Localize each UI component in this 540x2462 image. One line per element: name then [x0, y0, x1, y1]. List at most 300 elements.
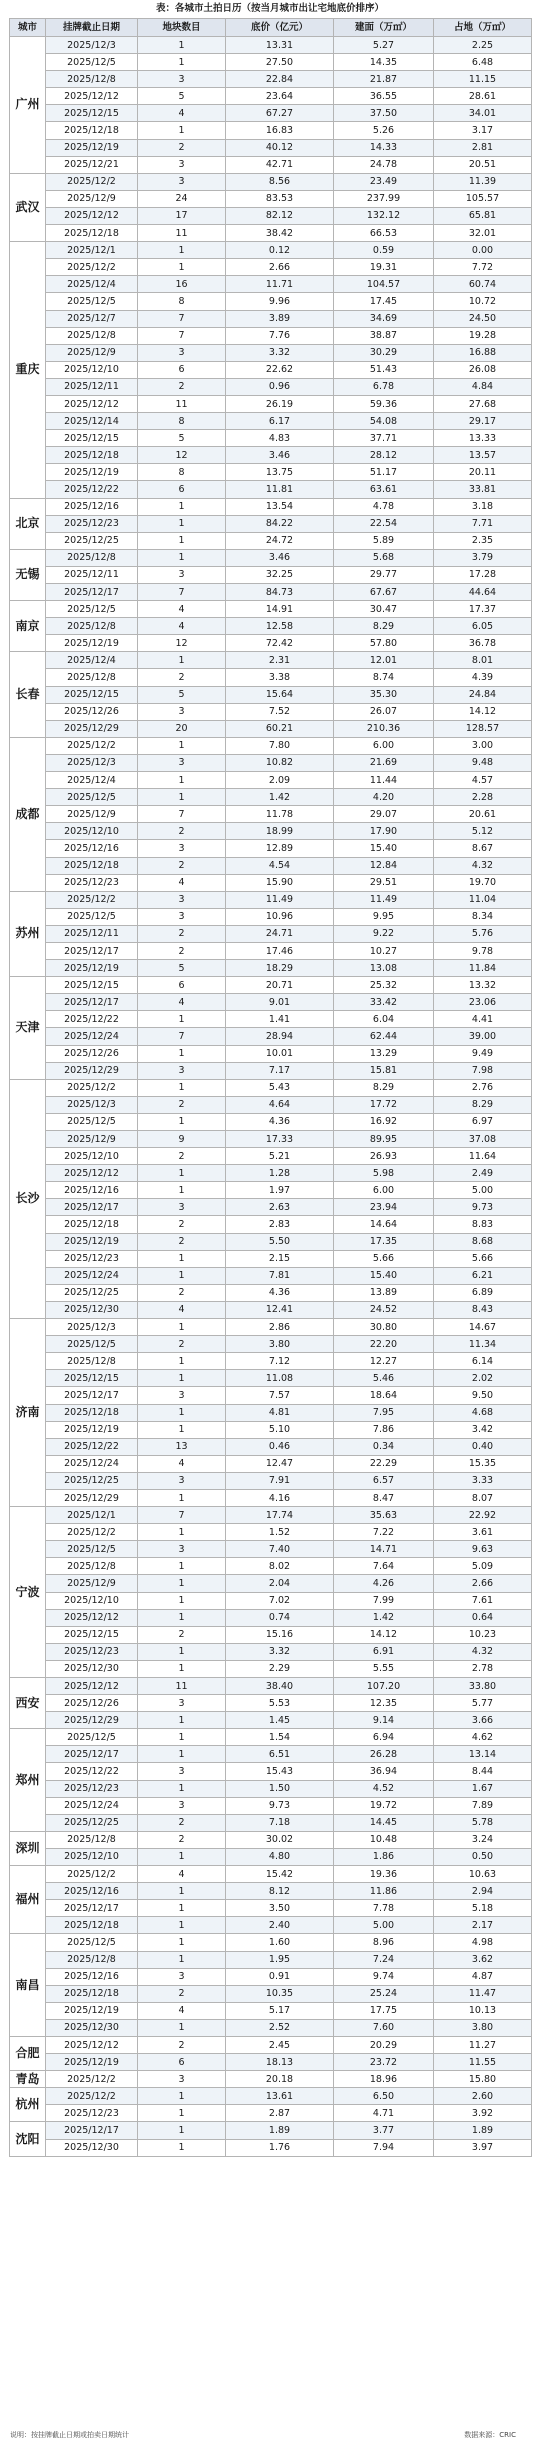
table-row: [10, 242, 532, 259]
cell-floor-area: 23.72: [334, 2054, 434, 2071]
cell-base-price: 18.29: [226, 960, 334, 977]
table-row: [10, 1763, 532, 1780]
cell-plot-count: 1: [138, 1592, 226, 1609]
cell-base-price: 20.18: [226, 2071, 334, 2088]
cell-floor-area: 22.54: [334, 515, 434, 532]
cell-base-price: 84.22: [226, 515, 334, 532]
cell-land-area: 14.67: [434, 1319, 532, 1336]
cell-base-price: 8.02: [226, 1558, 334, 1575]
cell-plot-count: 9: [138, 1131, 226, 1148]
cell-floor-area: 15.40: [334, 840, 434, 857]
table-row: [10, 703, 532, 720]
cell-floor-area: 22.29: [334, 1455, 434, 1472]
cell-plot-count: 1: [138, 1558, 226, 1575]
cell-date: 2025/12/8: [46, 618, 138, 635]
cell-land-area: 44.64: [434, 584, 532, 601]
cell-base-price: 2.09: [226, 772, 334, 789]
table-row: [10, 584, 532, 601]
cell-date: 2025/12/23: [46, 1780, 138, 1797]
table-row: [10, 2139, 532, 2156]
cell-floor-area: 8.96: [334, 1934, 434, 1951]
cell-floor-area: 19.31: [334, 259, 434, 276]
table-row: [10, 498, 532, 515]
cell-floor-area: 17.35: [334, 1233, 434, 1250]
cell-floor-area: 30.47: [334, 601, 434, 618]
cell-land-area: 4.41: [434, 1011, 532, 1028]
cell-date: 2025/12/23: [46, 2105, 138, 2122]
cell-plot-count: 8: [138, 413, 226, 430]
cell-plot-count: 3: [138, 908, 226, 925]
cell-floor-area: 14.33: [334, 139, 434, 156]
cell-plot-count: 6: [138, 977, 226, 994]
cell-base-price: 13.54: [226, 498, 334, 515]
table-row: [10, 1780, 532, 1797]
cell-base-price: 1.50: [226, 1780, 334, 1797]
cell-date: 2025/12/3: [46, 1096, 138, 1113]
cell-land-area: 39.00: [434, 1028, 532, 1045]
cell-plot-count: 3: [138, 173, 226, 190]
cell-land-area: 4.57: [434, 772, 532, 789]
city-cell: 广州: [10, 37, 46, 174]
cell-date: 2025/12/8: [46, 669, 138, 686]
cell-plot-count: 20: [138, 720, 226, 737]
cell-land-area: 22.92: [434, 1507, 532, 1524]
cell-date: 2025/12/2: [46, 2088, 138, 2105]
cell-date: 2025/12/1: [46, 242, 138, 259]
cell-base-price: 1.89: [226, 2122, 334, 2139]
cell-plot-count: 2: [138, 823, 226, 840]
table-row: [10, 2122, 532, 2139]
cell-date: 2025/12/19: [46, 464, 138, 481]
cell-plot-count: 7: [138, 1028, 226, 1045]
city-cell: 武汉: [10, 173, 46, 241]
cell-floor-area: 29.51: [334, 874, 434, 891]
table-row: [10, 2105, 532, 2122]
cell-plot-count: 1: [138, 1489, 226, 1506]
cell-floor-area: 38.87: [334, 327, 434, 344]
table-row: [10, 1011, 532, 1028]
city-cell: 成都: [10, 737, 46, 891]
cell-date: 2025/12/22: [46, 1763, 138, 1780]
cell-base-price: 11.49: [226, 891, 334, 908]
cell-plot-count: 3: [138, 1968, 226, 1985]
col-header-date: 挂牌截止日期: [46, 19, 138, 37]
cell-plot-count: 13: [138, 1438, 226, 1455]
cell-date: 2025/12/2: [46, 1866, 138, 1883]
cell-date: 2025/12/25: [46, 1284, 138, 1301]
cell-land-area: 4.62: [434, 1729, 532, 1746]
cell-date: 2025/12/5: [46, 293, 138, 310]
cell-plot-count: 1: [138, 2122, 226, 2139]
cell-date: 2025/12/5: [46, 1934, 138, 1951]
cell-land-area: 11.47: [434, 1985, 532, 2002]
col-header-city: 城市: [10, 19, 46, 37]
cell-plot-count: 1: [138, 1524, 226, 1541]
cell-floor-area: 5.26: [334, 122, 434, 139]
cell-date: 2025/12/19: [46, 960, 138, 977]
cell-date: 2025/12/21: [46, 156, 138, 173]
cell-floor-area: 237.99: [334, 190, 434, 207]
cell-plot-count: 3: [138, 703, 226, 720]
cell-base-price: 15.64: [226, 686, 334, 703]
cell-land-area: 5.77: [434, 1695, 532, 1712]
cell-date: 2025/12/17: [46, 2122, 138, 2139]
cell-base-price: 5.43: [226, 1079, 334, 1096]
cell-plot-count: 1: [138, 1113, 226, 1130]
table-row: [10, 464, 532, 481]
cell-base-price: 18.13: [226, 2054, 334, 2071]
table-row: [10, 481, 532, 498]
cell-floor-area: 30.80: [334, 1319, 434, 1336]
cell-floor-area: 14.45: [334, 1814, 434, 1831]
cell-floor-area: 5.27: [334, 37, 434, 54]
cell-base-price: 18.99: [226, 823, 334, 840]
cell-base-price: 83.53: [226, 190, 334, 207]
table-row: [10, 1438, 532, 1455]
cell-base-price: 13.75: [226, 464, 334, 481]
cell-land-area: 2.28: [434, 789, 532, 806]
cell-date: 2025/12/10: [46, 1848, 138, 1865]
cell-date: 2025/12/8: [46, 549, 138, 566]
table-row: [10, 1695, 532, 1712]
cell-floor-area: 9.22: [334, 925, 434, 942]
cell-base-price: 15.42: [226, 1866, 334, 1883]
cell-land-area: 2.94: [434, 1883, 532, 1900]
cell-land-area: 8.34: [434, 908, 532, 925]
cell-floor-area: 14.12: [334, 1626, 434, 1643]
cell-floor-area: 12.84: [334, 857, 434, 874]
cell-land-area: 60.74: [434, 276, 532, 293]
cell-base-price: 9.96: [226, 293, 334, 310]
cell-land-area: 6.48: [434, 54, 532, 71]
cell-plot-count: 1: [138, 1421, 226, 1438]
cell-date: 2025/12/22: [46, 1438, 138, 1455]
cell-land-area: 3.62: [434, 1951, 532, 1968]
cell-floor-area: 25.24: [334, 1985, 434, 2002]
table-row: [10, 173, 532, 190]
cell-plot-count: 1: [138, 122, 226, 139]
table-row: [10, 891, 532, 908]
cell-land-area: 0.50: [434, 1848, 532, 1865]
table-row: [10, 601, 532, 618]
cell-floor-area: 23.94: [334, 1199, 434, 1216]
cell-base-price: 3.32: [226, 1643, 334, 1660]
cell-land-area: 8.44: [434, 1763, 532, 1780]
cell-plot-count: 4: [138, 2002, 226, 2019]
table-row: [10, 1883, 532, 1900]
cell-land-area: 4.68: [434, 1404, 532, 1421]
table-row: [10, 1814, 532, 1831]
table-row: [10, 686, 532, 703]
cell-plot-count: 1: [138, 549, 226, 566]
table-row: [10, 1216, 532, 1233]
cell-date: 2025/12/17: [46, 1900, 138, 1917]
cell-base-price: 7.18: [226, 1814, 334, 1831]
table-row: [10, 1250, 532, 1267]
cell-plot-count: 1: [138, 1660, 226, 1677]
cell-plot-count: 5: [138, 960, 226, 977]
cell-plot-count: 3: [138, 1387, 226, 1404]
cell-land-area: 13.14: [434, 1746, 532, 1763]
cell-floor-area: 59.36: [334, 395, 434, 412]
table-row: [10, 2088, 532, 2105]
table-row: [10, 2054, 532, 2071]
cell-base-price: 5.17: [226, 2002, 334, 2019]
cell-land-area: 15.35: [434, 1455, 532, 1472]
cell-plot-count: 1: [138, 2088, 226, 2105]
cell-date: 2025/12/26: [46, 1045, 138, 1062]
cell-plot-count: 1: [138, 1165, 226, 1182]
table-row: [10, 1319, 532, 1336]
cell-floor-area: 89.95: [334, 1131, 434, 1148]
city-cell: 长沙: [10, 1079, 46, 1318]
table-row: [10, 1455, 532, 1472]
cell-land-area: 3.66: [434, 1712, 532, 1729]
cell-land-area: 3.33: [434, 1472, 532, 1489]
table-row: [10, 1643, 532, 1660]
cell-land-area: 8.43: [434, 1301, 532, 1318]
cell-base-price: 0.91: [226, 1968, 334, 1985]
city-cell: 济南: [10, 1319, 46, 1507]
table-row: [10, 190, 532, 207]
cell-floor-area: 14.64: [334, 1216, 434, 1233]
table-row: [10, 618, 532, 635]
cell-base-price: 1.54: [226, 1729, 334, 1746]
cell-land-area: 23.06: [434, 994, 532, 1011]
cell-floor-area: 6.91: [334, 1643, 434, 1660]
city-cell: 天津: [10, 977, 46, 1080]
cell-plot-count: 2: [138, 1814, 226, 1831]
cell-plot-count: 1: [138, 1079, 226, 1096]
table-row: [10, 1660, 532, 1677]
cell-floor-area: 15.81: [334, 1062, 434, 1079]
cell-date: 2025/12/24: [46, 1028, 138, 1045]
table-row: [10, 994, 532, 1011]
cell-base-price: 11.78: [226, 806, 334, 823]
cell-floor-area: 5.00: [334, 1917, 434, 1934]
cell-land-area: 6.05: [434, 618, 532, 635]
cell-floor-area: 5.68: [334, 549, 434, 566]
cell-plot-count: 6: [138, 361, 226, 378]
cell-land-area: 2.49: [434, 1165, 532, 1182]
cell-floor-area: 19.36: [334, 1866, 434, 1883]
cell-base-price: 7.02: [226, 1592, 334, 1609]
cell-floor-area: 12.27: [334, 1353, 434, 1370]
cell-land-area: 3.17: [434, 122, 532, 139]
cell-floor-area: 13.08: [334, 960, 434, 977]
cell-land-area: 32.01: [434, 225, 532, 242]
cell-floor-area: 6.00: [334, 1182, 434, 1199]
cell-floor-area: 9.95: [334, 908, 434, 925]
cell-plot-count: 5: [138, 686, 226, 703]
cell-floor-area: 67.67: [334, 584, 434, 601]
cell-base-price: 20.71: [226, 977, 334, 994]
table-row: [10, 1062, 532, 1079]
cell-plot-count: 4: [138, 1455, 226, 1472]
cell-land-area: 11.39: [434, 173, 532, 190]
cell-base-price: 1.76: [226, 2139, 334, 2156]
table-row: [10, 1353, 532, 1370]
cell-floor-area: 57.80: [334, 635, 434, 652]
cell-land-area: 4.32: [434, 1643, 532, 1660]
city-cell: 南京: [10, 601, 46, 652]
cell-base-price: 15.16: [226, 1626, 334, 1643]
cell-land-area: 2.35: [434, 532, 532, 549]
cell-floor-area: 9.14: [334, 1712, 434, 1729]
table-row: [10, 1096, 532, 1113]
table-row: [10, 925, 532, 942]
cell-land-area: 6.89: [434, 1284, 532, 1301]
table-row: [10, 1968, 532, 1985]
cell-base-price: 3.80: [226, 1336, 334, 1353]
cell-base-price: 3.50: [226, 1900, 334, 1917]
table-row: [10, 1831, 532, 1848]
cell-land-area: 3.61: [434, 1524, 532, 1541]
cell-plot-count: 16: [138, 276, 226, 293]
cell-floor-area: 24.78: [334, 156, 434, 173]
cell-land-area: 1.89: [434, 2122, 532, 2139]
cell-date: 2025/12/12: [46, 2036, 138, 2053]
cell-base-price: 1.95: [226, 1951, 334, 1968]
table-row: [10, 1079, 532, 1096]
col-header-plots: 地块数目: [138, 19, 226, 37]
cell-land-area: 8.29: [434, 1096, 532, 1113]
cell-date: 2025/12/3: [46, 754, 138, 771]
table-row: [10, 720, 532, 737]
cell-date: 2025/12/9: [46, 1131, 138, 1148]
cell-floor-area: 4.20: [334, 789, 434, 806]
cell-floor-area: 15.40: [334, 1267, 434, 1284]
cell-base-price: 38.40: [226, 1678, 334, 1695]
cell-floor-area: 26.07: [334, 703, 434, 720]
cell-floor-area: 23.49: [334, 173, 434, 190]
cell-land-area: 6.14: [434, 1353, 532, 1370]
cell-base-price: 6.51: [226, 1746, 334, 1763]
cell-floor-area: 4.52: [334, 1780, 434, 1797]
cell-plot-count: 2: [138, 669, 226, 686]
cell-plot-count: 1: [138, 1951, 226, 1968]
cell-land-area: 9.78: [434, 942, 532, 959]
cell-plot-count: 1: [138, 1370, 226, 1387]
cell-floor-area: 210.36: [334, 720, 434, 737]
cell-date: 2025/12/9: [46, 806, 138, 823]
cell-base-price: 13.31: [226, 37, 334, 54]
table-row: [10, 1541, 532, 1558]
cell-base-price: 3.46: [226, 447, 334, 464]
cell-floor-area: 11.86: [334, 1883, 434, 1900]
cell-plot-count: 3: [138, 566, 226, 583]
cell-land-area: 24.50: [434, 310, 532, 327]
cell-floor-area: 14.71: [334, 1541, 434, 1558]
table-row: [10, 1712, 532, 1729]
cell-plot-count: 1: [138, 1883, 226, 1900]
table-row: [10, 566, 532, 583]
cell-floor-area: 5.55: [334, 1660, 434, 1677]
cell-base-price: 2.31: [226, 652, 334, 669]
cell-date: 2025/12/5: [46, 1541, 138, 1558]
cell-date: 2025/12/5: [46, 601, 138, 618]
cell-date: 2025/12/5: [46, 1113, 138, 1130]
cell-base-price: 1.28: [226, 1165, 334, 1182]
table-row: [10, 1370, 532, 1387]
cell-date: 2025/12/17: [46, 584, 138, 601]
cell-floor-area: 36.94: [334, 1763, 434, 1780]
cell-floor-area: 7.95: [334, 1404, 434, 1421]
cell-land-area: 10.23: [434, 1626, 532, 1643]
cell-land-area: 3.79: [434, 549, 532, 566]
cell-plot-count: 1: [138, 37, 226, 54]
cell-floor-area: 36.55: [334, 88, 434, 105]
table-row: [10, 1524, 532, 1541]
cell-floor-area: 6.78: [334, 378, 434, 395]
cell-base-price: 9.73: [226, 1797, 334, 1814]
cell-plot-count: 2: [138, 942, 226, 959]
cell-floor-area: 34.69: [334, 310, 434, 327]
cell-base-price: 0.96: [226, 378, 334, 395]
footer-source: 数据来源：CRIC: [464, 2431, 516, 2439]
cell-date: 2025/12/2: [46, 1079, 138, 1096]
cell-floor-area: 5.98: [334, 1165, 434, 1182]
cell-floor-area: 8.29: [334, 1079, 434, 1096]
cell-floor-area: 21.87: [334, 71, 434, 88]
table-row: [10, 447, 532, 464]
footer: [10, 2430, 530, 2440]
table-row: [10, 840, 532, 857]
cell-floor-area: 7.22: [334, 1524, 434, 1541]
table-row: [10, 1592, 532, 1609]
cell-land-area: 20.11: [434, 464, 532, 481]
table-row: [10, 1746, 532, 1763]
table-row: [10, 1421, 532, 1438]
table-row: [10, 1267, 532, 1284]
cell-date: 2025/12/18: [46, 122, 138, 139]
cell-base-price: 1.52: [226, 1524, 334, 1541]
table-row: [10, 1284, 532, 1301]
cell-base-price: 8.56: [226, 173, 334, 190]
cell-date: 2025/12/18: [46, 1985, 138, 2002]
table-row: [10, 669, 532, 686]
cell-plot-count: 1: [138, 1011, 226, 1028]
footer-note: 说明：按挂牌截止日期或拍卖日期统计: [10, 2431, 129, 2439]
cell-plot-count: 2: [138, 1096, 226, 1113]
cell-floor-area: 16.92: [334, 1113, 434, 1130]
cell-land-area: 20.61: [434, 806, 532, 823]
cell-plot-count: 2: [138, 1148, 226, 1165]
cell-plot-count: 11: [138, 395, 226, 412]
land-auction-table: [9, 18, 532, 2157]
cell-floor-area: 6.00: [334, 737, 434, 754]
cell-floor-area: 13.89: [334, 1284, 434, 1301]
cell-base-price: 17.46: [226, 942, 334, 959]
cell-floor-area: 6.57: [334, 1472, 434, 1489]
cell-plot-count: 12: [138, 447, 226, 464]
cell-plot-count: 11: [138, 225, 226, 242]
cell-base-price: 22.62: [226, 361, 334, 378]
cell-floor-area: 22.20: [334, 1336, 434, 1353]
cell-date: 2025/12/17: [46, 1387, 138, 1404]
cell-plot-count: 4: [138, 601, 226, 618]
cell-land-area: 15.80: [434, 2071, 532, 2088]
city-cell: 宁波: [10, 1507, 46, 1678]
city-cell: 南昌: [10, 1934, 46, 2037]
table-row: [10, 823, 532, 840]
cell-land-area: 2.02: [434, 1370, 532, 1387]
cell-land-area: 9.63: [434, 1541, 532, 1558]
cell-floor-area: 7.94: [334, 2139, 434, 2156]
cell-date: 2025/12/29: [46, 720, 138, 737]
cell-base-price: 17.33: [226, 1131, 334, 1148]
cell-date: 2025/12/19: [46, 1233, 138, 1250]
